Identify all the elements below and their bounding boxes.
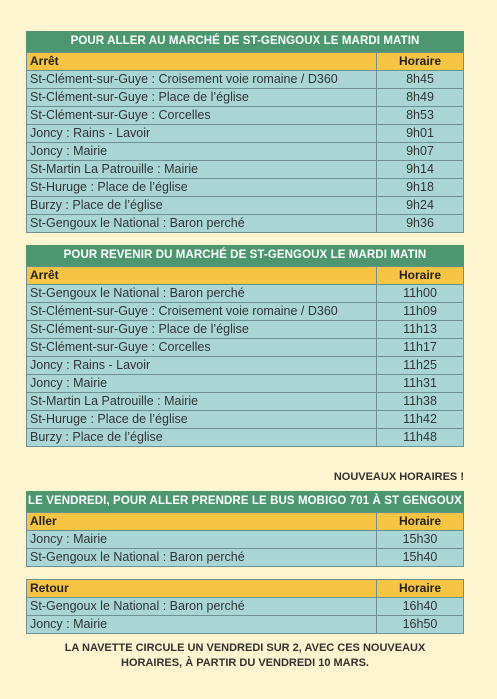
table-row <box>27 71 464 89</box>
stop-name: St-Clément-sur-Guye : Corcelles <box>27 339 377 357</box>
header-stop: Arrêt <box>27 53 377 71</box>
stop-name: Burzy : Place de l’église <box>27 429 377 447</box>
table-row <box>27 161 464 179</box>
stop-time: 15h40 <box>377 549 464 567</box>
header-stop: Arrêt <box>27 267 377 285</box>
stop-name: St-Gengoux le National : Baron perché <box>27 598 377 616</box>
stop-time: 9h07 <box>377 143 464 161</box>
stop-name: St-Clément-sur-Guye : Place de l’église <box>27 321 377 339</box>
table-header-row <box>27 53 464 71</box>
table-row <box>27 143 464 161</box>
stop-time: 11h42 <box>377 411 464 429</box>
return-tuesday-section <box>26 245 464 447</box>
stop-name: St-Clément-sur-Guye : Corcelles <box>27 107 377 125</box>
stop-name: Joncy : Mairie <box>27 616 377 634</box>
stop-time: 16h40 <box>377 598 464 616</box>
table-row <box>27 375 464 393</box>
header-stop: Retour <box>27 580 377 598</box>
footer-note-line2: HORAIRES, À PARTIR DU VENDREDI 10 MARS. <box>121 657 369 669</box>
stop-time: 11h13 <box>377 321 464 339</box>
section-title: LE VENDREDI, POUR ALLER PRENDRE LE BUS MOBIGO 701 À ST GENGOUX <box>26 491 464 512</box>
stop-time: 11h09 <box>377 303 464 321</box>
stop-time: 9h18 <box>377 179 464 197</box>
section-title: POUR REVENIR DU MARCHÉ DE ST-GENGOUX LE MARDI MATIN <box>26 245 464 266</box>
stop-name: St-Huruge : Place de l’église <box>27 411 377 429</box>
table-row <box>27 179 464 197</box>
stop-name: St-Gengoux le National : Baron perché <box>27 549 377 567</box>
table-row <box>27 125 464 143</box>
stop-name: St-Martin La Patrouille : Mairie <box>27 393 377 411</box>
header-time: Horaire <box>377 267 464 285</box>
stop-name: Joncy : Rains - Lavoir <box>27 125 377 143</box>
stop-name: Joncy : Mairie <box>27 375 377 393</box>
friday-section <box>26 491 464 567</box>
table-row <box>27 89 464 107</box>
stop-name: St-Martin La Patrouille : Mairie <box>27 161 377 179</box>
table-row <box>27 197 464 215</box>
table-row <box>27 598 464 616</box>
schedule-table <box>26 52 464 233</box>
table-row <box>27 339 464 357</box>
outbound-tuesday-section <box>26 31 464 233</box>
stop-time: 8h53 <box>377 107 464 125</box>
table-row <box>27 321 464 339</box>
friday-outbound-table <box>26 512 464 567</box>
section-title: POUR ALLER AU MARCHÉ DE ST-GENGOUX LE MARDI MATIN <box>26 31 464 52</box>
stop-name: St-Clément-sur-Guye : Croisement voie romaine / D360 <box>27 303 377 321</box>
stop-name: St-Clément-sur-Guye : Croisement voie romaine / D360 <box>27 71 377 89</box>
stop-time: 16h50 <box>377 616 464 634</box>
table-row <box>27 393 464 411</box>
stop-name: St-Huruge : Place de l’église <box>27 179 377 197</box>
stop-name: Joncy : Rains - Lavoir <box>27 357 377 375</box>
table-header-row <box>27 513 464 531</box>
table-header-row <box>27 580 464 598</box>
schedule-table <box>26 266 464 447</box>
table-row <box>27 215 464 233</box>
stop-time: 11h25 <box>377 357 464 375</box>
stop-time: 9h36 <box>377 215 464 233</box>
friday-return-block <box>26 579 464 634</box>
table-header-row <box>27 267 464 285</box>
stop-time: 11h17 <box>377 339 464 357</box>
table-row <box>27 429 464 447</box>
stop-time: 11h31 <box>377 375 464 393</box>
stop-name: St-Gengoux le National : Baron perché <box>27 215 377 233</box>
stop-name: St-Gengoux le National : Baron perché <box>27 285 377 303</box>
stop-time: 9h24 <box>377 197 464 215</box>
new-schedule-note: NOUVEAUX HORAIRES ! <box>333 471 464 483</box>
table-row <box>27 107 464 125</box>
table-row <box>27 549 464 567</box>
stop-time: 9h01 <box>377 125 464 143</box>
header-time: Horaire <box>377 53 464 71</box>
stop-time: 9h14 <box>377 161 464 179</box>
table-row <box>27 616 464 634</box>
stop-time: 8h45 <box>377 71 464 89</box>
table-row <box>27 411 464 429</box>
stop-name: St-Clément-sur-Guye : Place de l’église <box>27 89 377 107</box>
table-row <box>27 531 464 549</box>
footer-note-line1: LA NAVETTE CIRCULE UN VENDREDI SUR 2, AVEC CES NOUVEAUX <box>64 642 426 654</box>
header-time: Horaire <box>377 580 464 598</box>
stop-name: Joncy : Mairie <box>27 531 377 549</box>
stop-time: 8h49 <box>377 89 464 107</box>
stop-time: 11h38 <box>377 393 464 411</box>
table-row <box>27 285 464 303</box>
stop-name: Joncy : Mairie <box>27 143 377 161</box>
header-time: Horaire <box>377 513 464 531</box>
stop-time: 11h00 <box>377 285 464 303</box>
stop-name: Burzy : Place de l’église <box>27 197 377 215</box>
table-row <box>27 303 464 321</box>
header-stop: Aller <box>27 513 377 531</box>
stop-time: 15h30 <box>377 531 464 549</box>
friday-return-table <box>26 579 464 634</box>
stop-time: 11h48 <box>377 429 464 447</box>
table-row <box>27 357 464 375</box>
footer-note <box>26 641 464 671</box>
